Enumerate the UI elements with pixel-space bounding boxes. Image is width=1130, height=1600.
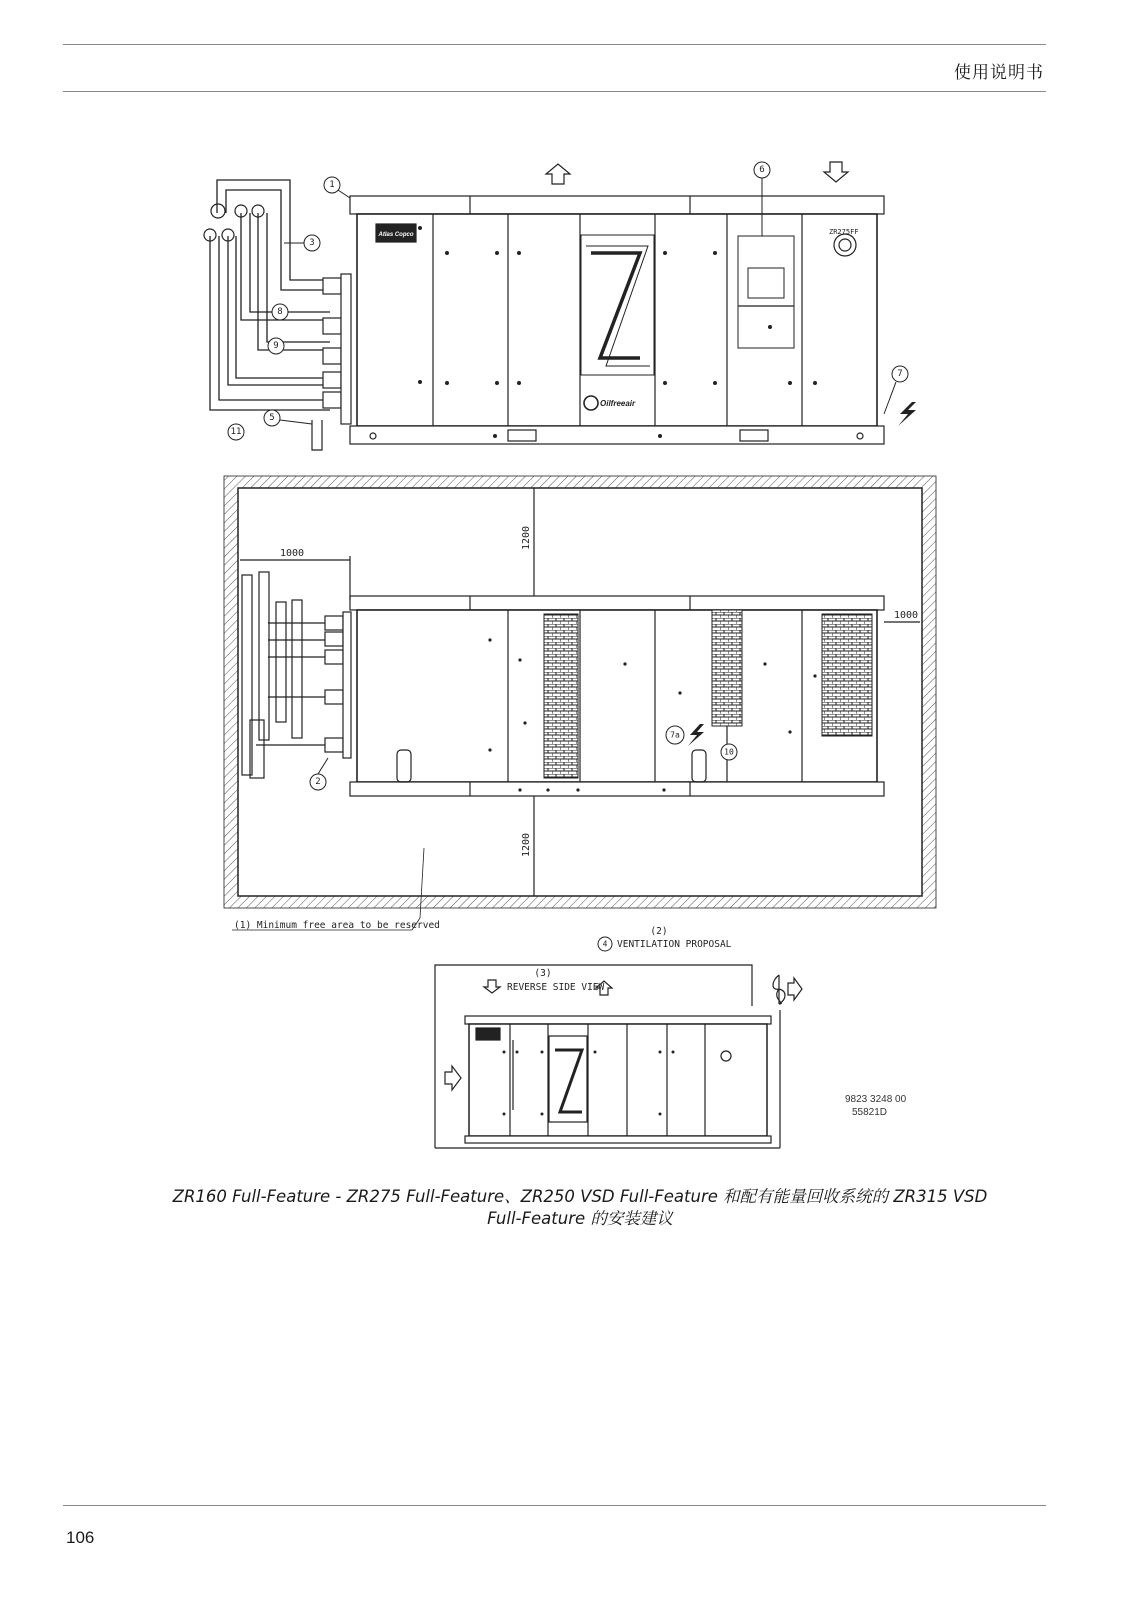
ventilation-label: VENTILATION PROPOSAL: [617, 939, 732, 950]
oilfree-logo: Oilfreeair: [600, 399, 636, 408]
figure-caption: [120, 1186, 1040, 1230]
caption-line-2: Full-Feature 的安装建议: [487, 1209, 673, 1228]
reverse-side-label: REVERSE SIDE VIEW: [507, 982, 605, 993]
callout-4: 4: [602, 939, 608, 949]
callout-9: 9: [273, 341, 279, 351]
callout-7: 7: [897, 369, 903, 379]
drawing-code: 55821D: [852, 1107, 888, 1118]
caption-line-1: ZR160 Full-Feature - ZR275 Full-Feature、ZR250 VSD Full-Feature 和配有能量回收系统的 ZR315 VSD: [172, 1187, 988, 1206]
reverse-side-view: [435, 965, 802, 1148]
model-plate: ZR275FF: [829, 228, 859, 236]
dimension-left: 1000: [279, 548, 305, 559]
callout-3: 3: [309, 238, 315, 248]
callout-1: 1: [329, 180, 335, 190]
callout-7a: 7a: [670, 730, 680, 740]
callout-8: 8: [277, 307, 283, 317]
doc-number: 9823 3248 00: [845, 1094, 907, 1105]
dimension-top: 1200: [521, 525, 532, 551]
front-view: [204, 162, 916, 450]
callout-5: 5: [269, 413, 275, 423]
atlas-copco-logo: Atlas Copco: [378, 232, 414, 238]
minimum-area-note: (1) Minimum free area to be reserved: [234, 920, 440, 931]
page-number: 106: [66, 1528, 95, 1547]
ref-2: (2): [650, 926, 668, 937]
ref-3: (3): [534, 968, 552, 979]
callout-10: 10: [724, 747, 734, 757]
callout-2: 2: [315, 777, 321, 787]
page-header-title: 使用说明书: [954, 63, 1044, 83]
dimension-bottom: 1200: [521, 832, 532, 858]
callout-6: 6: [759, 165, 765, 175]
dimension-right: 1000: [893, 610, 919, 621]
callout-11: 11: [230, 427, 242, 437]
plan-view: [224, 476, 936, 930]
footer-rule: [63, 1505, 1046, 1506]
